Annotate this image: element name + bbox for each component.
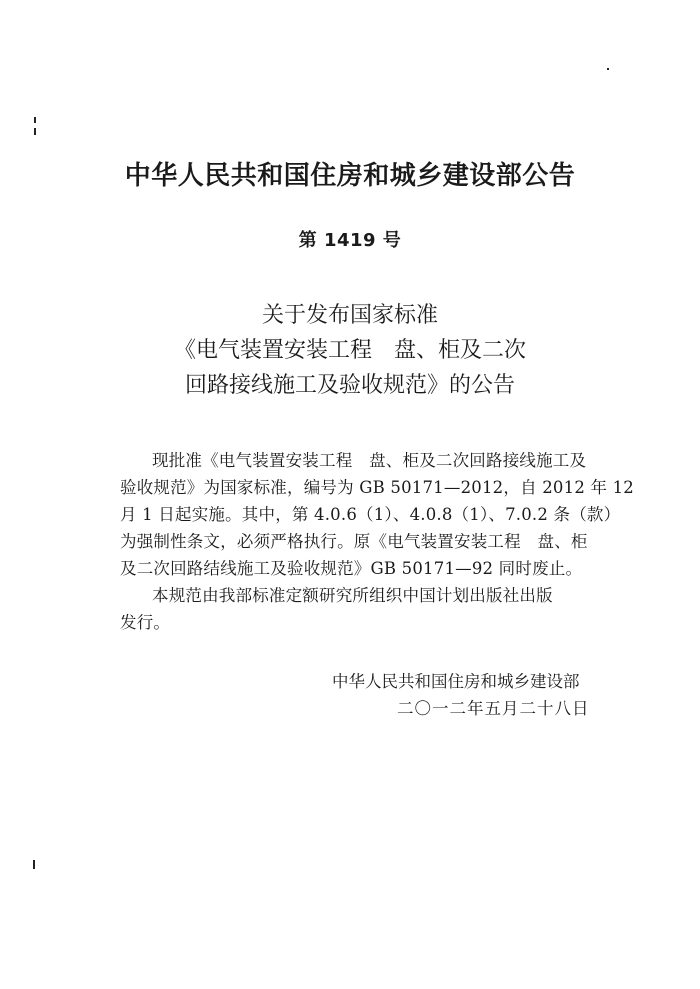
signature-organization: 中华人民共和国住房和城乡建设部 [332,672,580,691]
paragraph-line: 及二次回路结线施工及验收规范》GB 50171—92 同时废止。 [120,559,583,578]
scan-mark-left-lower [33,860,35,869]
paragraph-line: 为强制性条文，必须严格执行。原《电气装置安装工程 盘、柜 [120,532,588,551]
announcement-number: 第 1419 号 [298,230,402,251]
signature-date: 二〇一二年五月二十八日 [397,699,590,718]
scan-mark-right-dot [607,68,609,70]
paragraph-line: 月 1 日起实施。其中，第 4.0.6（1）、4.0.8（1）、7.0.2 条（款） [120,505,621,524]
paragraph-line: 现批准《电气装置安装工程 盘、柜及二次回路接线施工及 [152,451,587,470]
paragraph-line: 本规范由我部标准定额研究所组织中国计划出版社出版 [152,586,553,605]
scan-mark-left-upper-2 [34,128,36,135]
announcement-title: 中华人民共和国住房和城乡建设部公告 [124,161,576,191]
scan-mark-left-upper [34,117,36,123]
subject-line-2: 《电气装置安装工程 盘、柜及二次 [173,338,526,363]
paragraph-line: 发行。 [120,613,171,632]
subject-line-1: 关于发布国家标准 [261,303,438,328]
paragraph-line: 验收规范》为国家标准，编号为 GB 50171—2012，自 2012 年 12 [120,478,634,497]
subject-line-3: 回路接线施工及验收规范》的公告 [184,373,515,398]
